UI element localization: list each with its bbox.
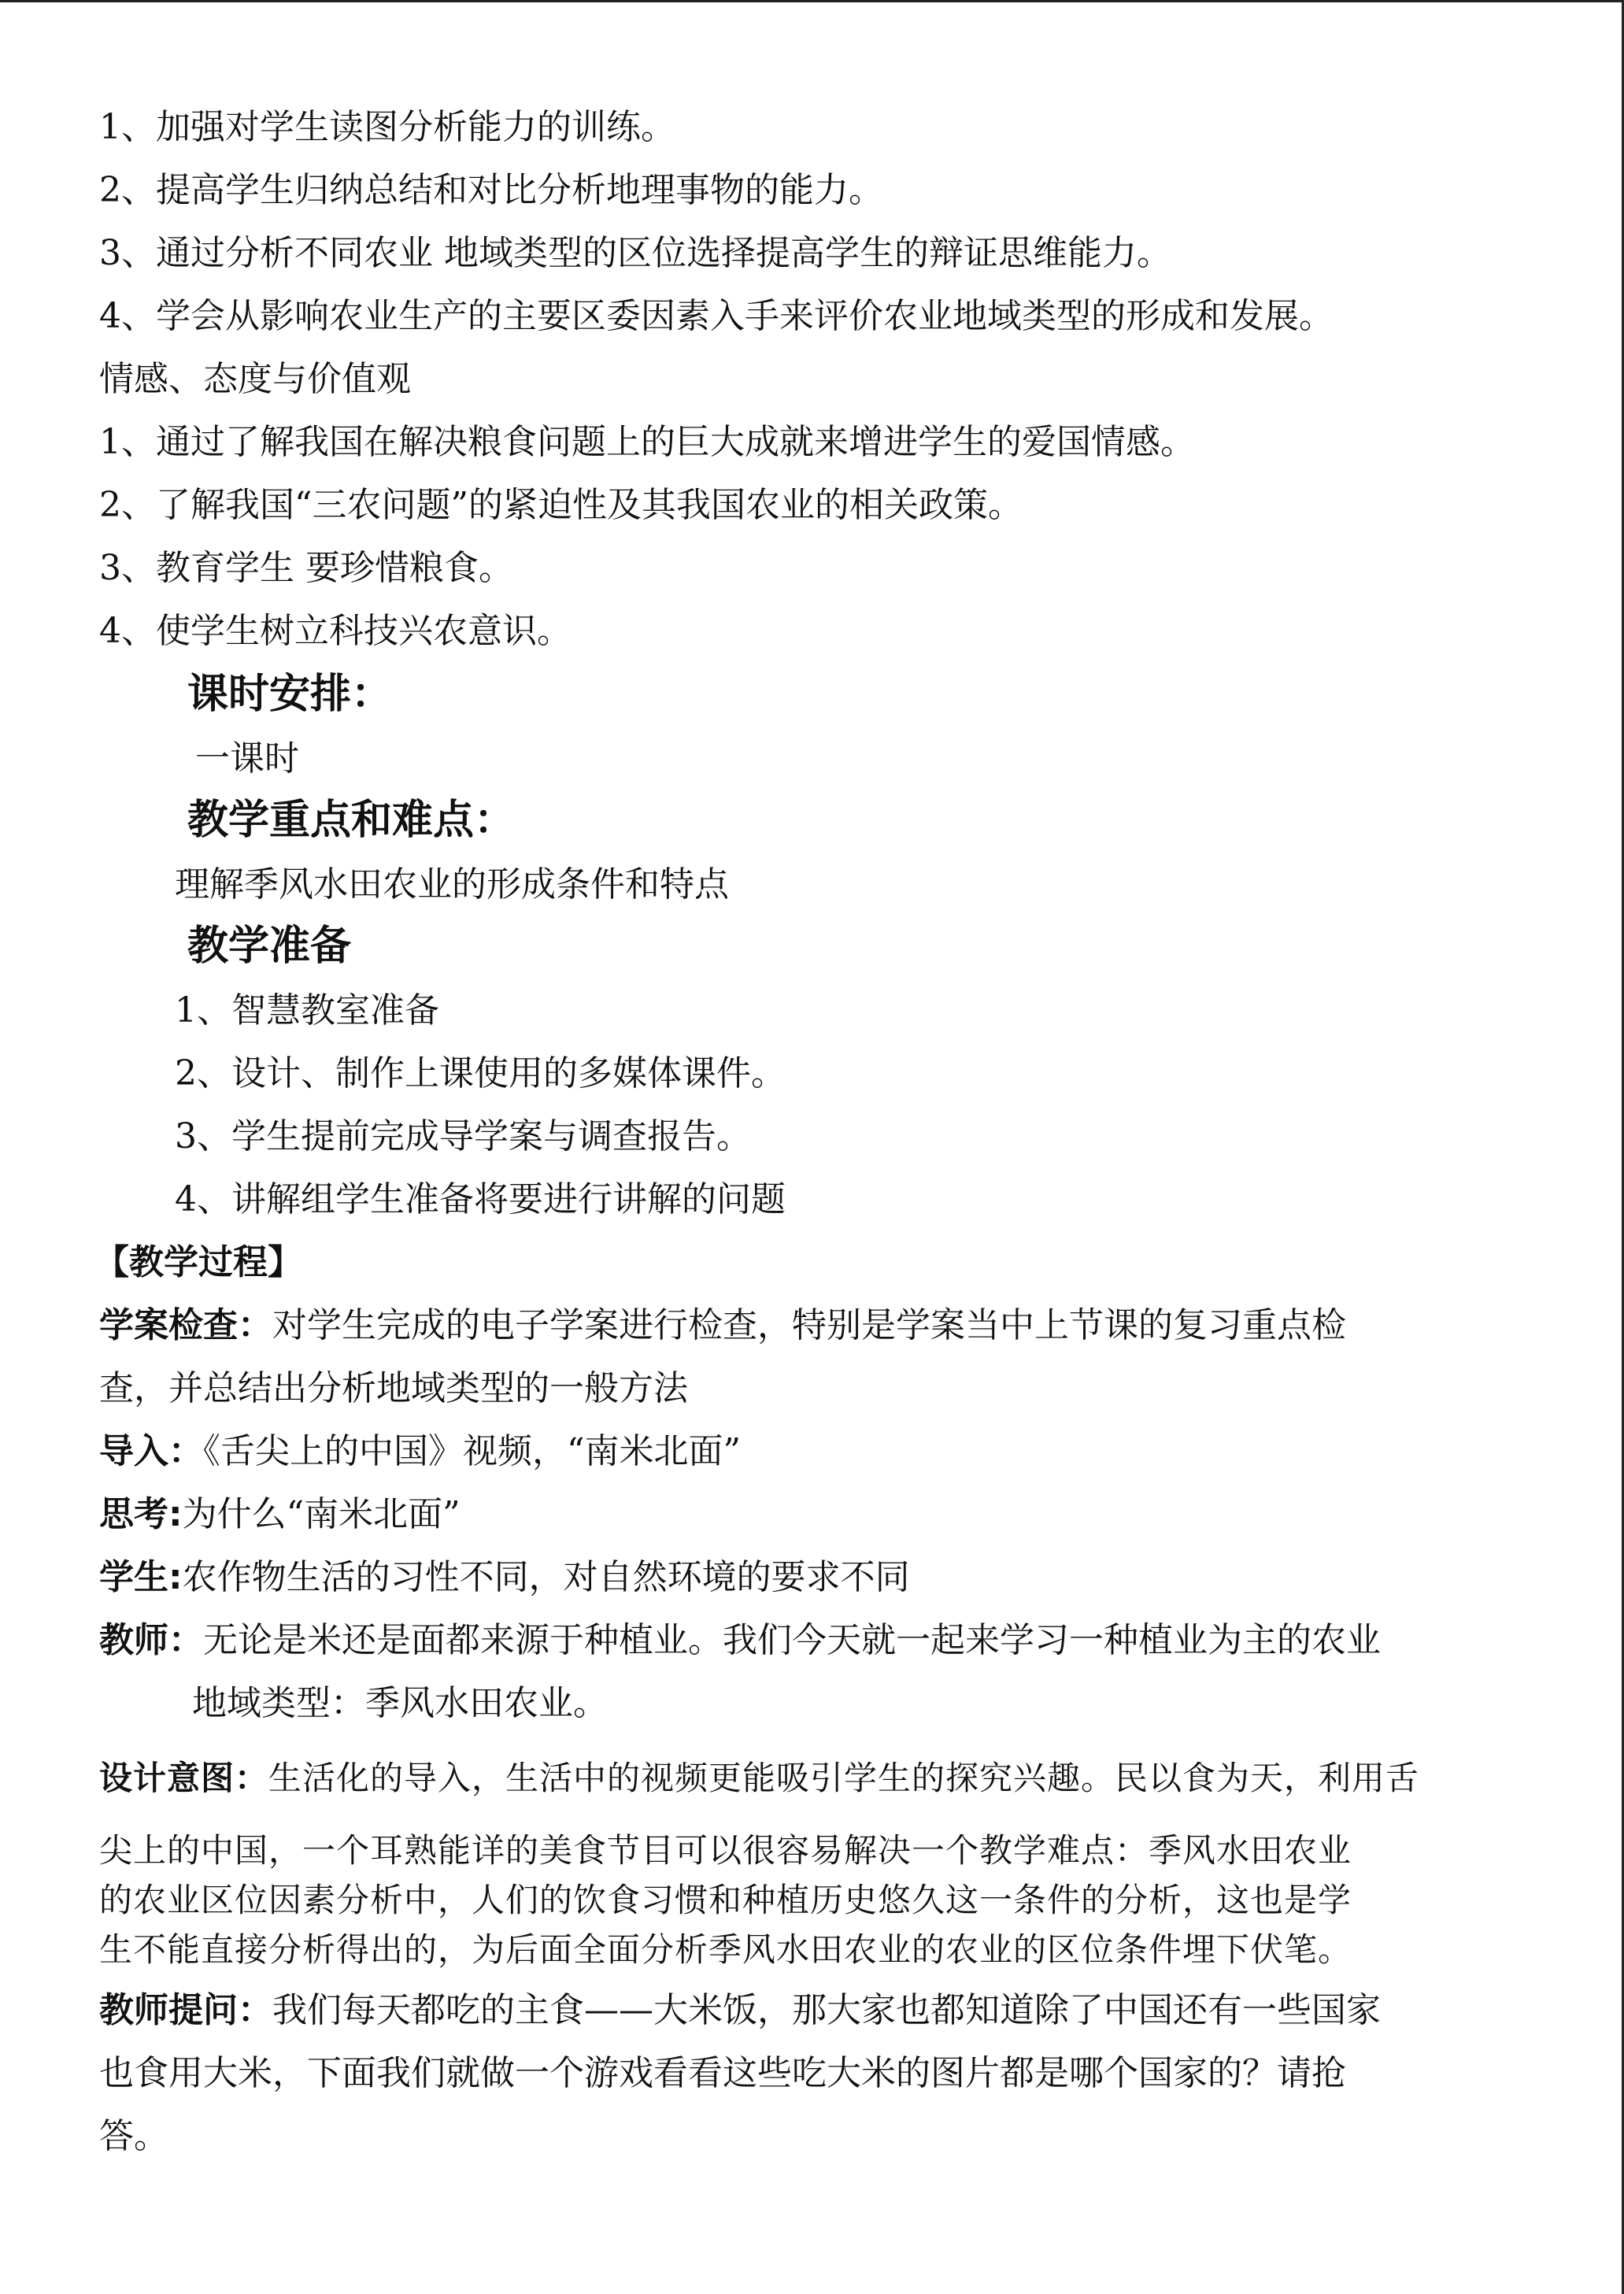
emotion-heading: 情感、态度与价值观: [99, 359, 411, 399]
emotion-item-1: 1、通过了解我国在解决粮食问题上的巨大成就来增进学生的爱国情感。: [99, 422, 1195, 462]
skill-item-2: 2、提高学生归纳总结和对比分析地理事物的能力。: [99, 170, 883, 210]
check-text-line-1: 对学生完成的电子学案进行检查，特别是学案当中上节课的复习重点检: [272, 1305, 1346, 1345]
question-label: 教师提问：: [99, 1990, 272, 2030]
student-text: 农作物生活的习性不同，对自然环境的要求不同: [182, 1557, 910, 1597]
intro-paragraph: [99, 1430, 741, 1474]
emotion-item-2: 2、了解我国“三农问题”的紧迫性及其我国农业的相关政策。: [99, 485, 1023, 525]
process-heading: 【教学过程】: [94, 1242, 302, 1282]
schedule-heading: 课时安排：: [187, 671, 393, 718]
schedule-value: 一课时: [195, 738, 299, 779]
question-text-line-2: 也食用大米，下面我们就做一个游戏看看这些吃大米的图片都是哪个国家的？请抢: [99, 2053, 1346, 2093]
design-text-line-4: 生不能直接分析得出的，为后面全面分析季风水田农业的农业的区位条件埋下伏笔。: [99, 1930, 1352, 1969]
skill-item-1: 1、加强对学生读图分析能力的训练。: [99, 107, 675, 147]
preparation-item-2: 2、设计、制作上课使用的多媒体课件。: [175, 1053, 786, 1093]
intro-label: 导入：: [99, 1431, 203, 1471]
design-paragraph: [99, 1756, 1419, 1800]
student-label: 学生:: [99, 1557, 183, 1597]
emotion-item-3: 3、教育学生 要珍惜粮食。: [99, 548, 513, 588]
design-text-line-2: 尖上的中国，一个耳熟能详的美食节目可以很容易解决一个教学难点：季风水田农业: [99, 1831, 1352, 1870]
teacher-text-line-1: 无论是米还是面都来源于种植业。我们今天就一起来学习一种植业为主的农业: [203, 1620, 1381, 1660]
preparation-item-1: 1、智慧教室准备: [175, 990, 439, 1030]
keypoints-value: 理解季风水田农业的形成条件和特点: [175, 864, 729, 905]
design-text-line-1: 生活化的导入，生活中的视频更能吸引学生的探究兴趣。民以食为天，利用舌: [268, 1759, 1420, 1797]
preparation-heading: 教学准备: [187, 923, 352, 970]
skill-item-3: 3、通过分析不同农业 地域类型的区位选择提高学生的辩证思维能力。: [99, 233, 1171, 273]
question-text-line-3: 答。: [99, 2116, 168, 2156]
check-label: 学案检查：: [99, 1305, 272, 1345]
design-text-line-3: 的农业区位因素分析中，人们的饮食习惯和种植历史悠久这一条件的分析，这也是学: [99, 1881, 1352, 1919]
check-paragraph: [99, 1304, 1346, 1348]
think-paragraph: [99, 1493, 461, 1537]
skill-item-4: 4、学会从影响农业生产的主要区委因素入手来评价农业地域类型的形成和发展。: [99, 296, 1334, 336]
intro-text: 《舌尖上的中国》视频，“南米北面”: [203, 1431, 741, 1471]
think-label: 思考:: [99, 1494, 183, 1534]
preparation-item-3: 3、学生提前完成导学案与调查报告。: [175, 1116, 751, 1156]
think-text: 为什么“南米北面”: [182, 1494, 461, 1534]
student-paragraph: [99, 1556, 910, 1600]
question-text-line-1: 我们每天都吃的主食——大米饭，那大家也都知道除了中国还有一些国家: [272, 1990, 1381, 2030]
teacher-label: 教师：: [99, 1620, 203, 1660]
check-text-line-2: 查，并总结出分析地域类型的一般方法: [99, 1368, 688, 1408]
keypoints-heading: 教学重点和难点：: [187, 797, 516, 844]
design-label: 设计意图：: [99, 1759, 269, 1797]
preparation-item-4: 4、讲解组学生准备将要进行讲解的问题: [175, 1179, 786, 1219]
teacher-text-line-2: 地域类型：季风水田农业。: [192, 1683, 608, 1723]
teacher-paragraph: [99, 1619, 1381, 1663]
emotion-item-4: 4、使学生树立科技兴农意识。: [99, 611, 572, 651]
question-paragraph: [99, 1989, 1381, 2033]
